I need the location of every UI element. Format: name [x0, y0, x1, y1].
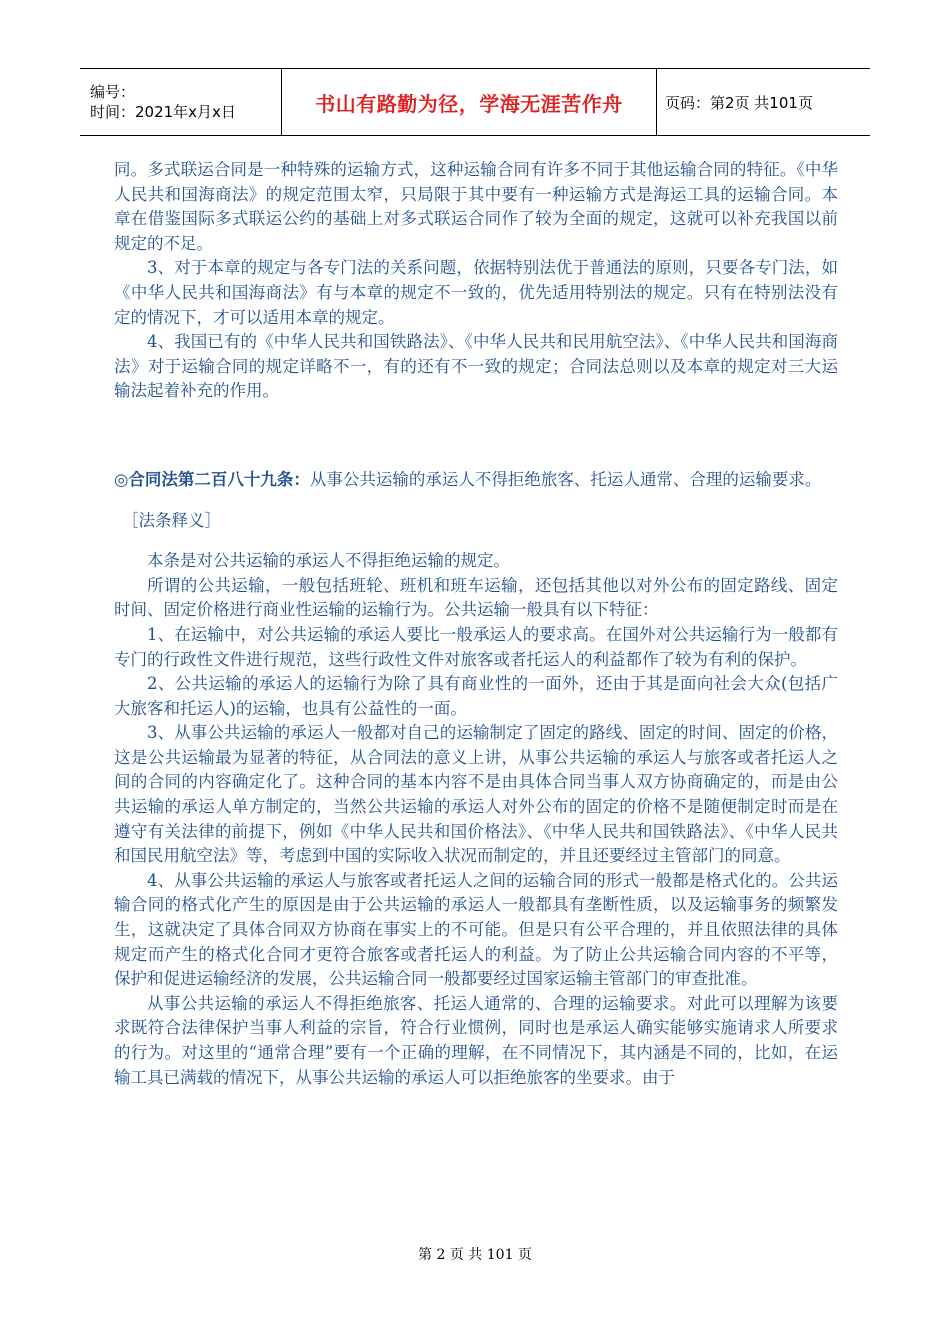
header-time-label: 时间：2021年x月x日: [90, 103, 236, 121]
header-number-label: 编号：: [90, 83, 136, 101]
page-footer: 第 2 页 共 101 页: [418, 1247, 532, 1263]
article-text: 从事公共运输的承运人不得拒绝旅客、托运人通常、合理的运输要求。: [309, 469, 822, 489]
body-paragraph: 所谓的公共运输，一般包括班轮、班机和班车运输，还包括其他以对外公布的固定路线、固定时间、固定价格进行商业性运输的运输行为。公共运输一般具有以下特征：: [114, 575, 838, 620]
article-paragraph: [114, 468, 838, 493]
page-header: [80, 68, 870, 136]
body-paragraph: 3、从事公共运输的承运人一般都对自己的运输制定了固定的路线、固定的时间、固定的价格，这是公共运输最为显著的特征，从合同法的意义上讲，从事公共运输的承运人与旅客或者托运人之间的合同的内容确定化了。这种合同的基本内容不是由具体合同当事人双方协商确定的，而是由公共运输的承运人单方制定的，当然公共运输的承运人对外公布的固定的价格不是随便制定时而是在遵守有关法律的前提下，例如《中华人民共和国价格法》、《中华人民共和国铁路法》、《中华人民共和国民用航空法》等，考虑到中国的实际收入状况而制定的，并且还要经过主管部门的同意。: [114, 723, 838, 866]
article-heading: ◎合同法第二百八十九条：: [114, 469, 310, 489]
body-paragraph: 本条是对公共运输的承运人不得拒绝运输的规定。: [147, 551, 510, 571]
body-paragraph: 同。多式联运合同是一种特殊的运输方式，这种运输合同有许多不同于其他运输合同的特征。《中华人民共和国海商法》的规定范围太窄，只局限于其中要有一种运输方式是海运工具的运输合同。本章在借鉴国际多式联运公约的基础上对多式联运合同作了较为全面的规定，这就可以补充我国以前规定的不足。: [114, 160, 838, 253]
header-page-info: 页码：第2页 共101页: [665, 93, 813, 112]
body-paragraph: 从事公共运输的承运人不得拒绝旅客、托运人通常的、合理的运输要求。对此可以理解为该要求既符合法律保护当事人利益的宗旨，符合行业惯例，同时也是承运人确实能够实施请求人所要求的行为。对这里的“通常合理”要有一个正确的理解，在不同情况下，其内涵是不同的，比如，在运输工具已满载的情况下，从事公共运输的承运人可以拒绝旅客的坐要求。由于: [114, 993, 838, 1087]
body-paragraph: 3、对于本章的规定与各专门法的关系问题，依据特别法优于普通法的原则，只要各专门法，如《中华人民共和国海商法》有与本章的规定不一致的，优先适用特别法的规定。只有在特别法没有定的情况下，才可以适用本章的规定。: [114, 258, 838, 327]
body-paragraph: 1、在运输中，对公共运输的承运人要比一般承运人的要求高。在国外对公共运输行为一般都有专门的行政性文件进行规范，这些行政性文件对旅客或者托运人的利益都作了较为有利的保护。: [114, 624, 838, 669]
header-motto: 书山有路勤为径，学海无涯苦作舟: [315, 91, 623, 116]
header-motto-cell: [281, 69, 657, 135]
body-paragraph: 4、从事公共运输的承运人与旅客或者托运人之间的运输合同的形式一般都是格式化的。公共运输合同的格式化产生的原因是由于公共运输的承运人一般都具有垄断性质，以及运输事务的频繁发生，这就决定了具体合同双方协商在事实上的不可能。但是只有公平合理的，并且依照法律的具体规定而产生的格式化合同才更符合旅客或者托运人的利益。为了防止公共运输合同内容的不平等，保护和促进运输经济的发展，公共运输合同一般都要经过国家运输主管部门的审查批准。: [114, 870, 838, 989]
header-meta: [80, 69, 281, 135]
body-paragraph: 2、公共运输的承运人的运输行为除了具有商业性的一面外，还由于其是面向社会大众(包括广大旅客和托运人)的运输，也具有公益性的一面。: [114, 674, 838, 718]
document-body: [114, 158, 838, 1090]
section-tag: ［法条释义］: [122, 510, 221, 530]
body-paragraph: 4、我国已有的《中华人民共和国铁路法》、《中华人民共和民用航空法》、《中华人民共和国海商法》对于运输合同的规定详略不一，有的还有不一致的规定；合同法总则以及本章的规定对三大运输法起着补充的作用。: [114, 332, 838, 401]
